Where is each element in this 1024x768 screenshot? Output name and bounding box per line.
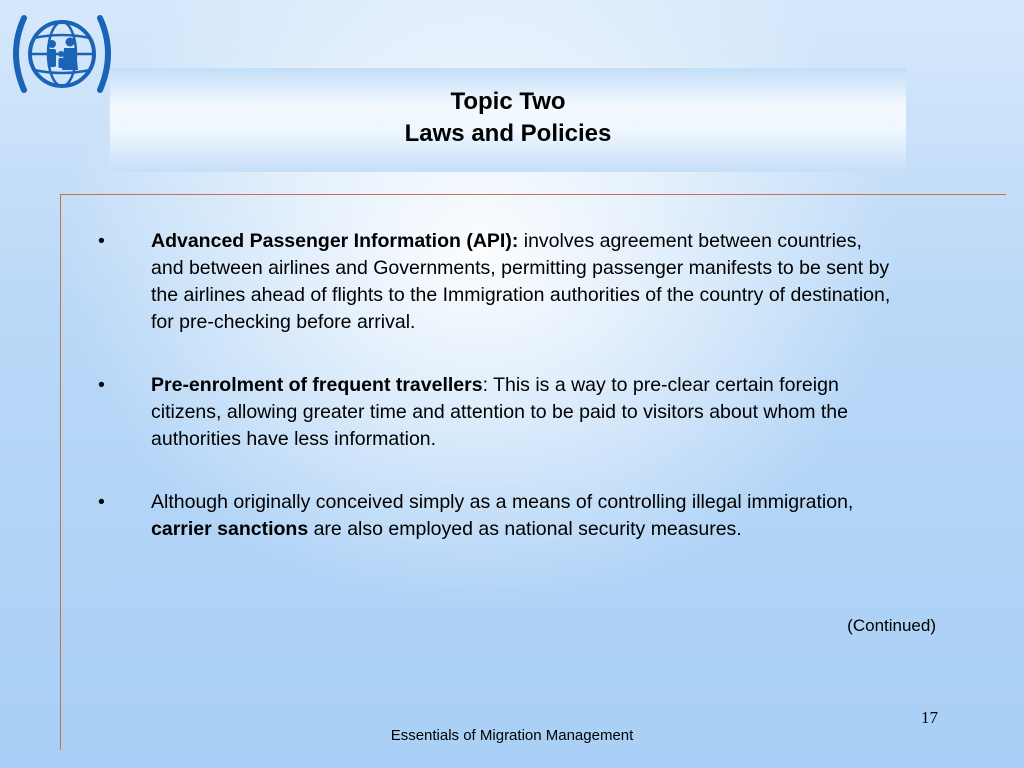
bullet-text: involves agreement between countries, and between airlines and Governments, permitting passenger manifests to be sent by the airlines ahead of flights to the Immigration authorities of the country of destination, for pre-checking before arrival. bbox=[151, 230, 891, 333]
page-number: 17 bbox=[921, 708, 938, 727]
globe-family-icon bbox=[10, 8, 114, 98]
bullet-text: are also employed as national security measures. bbox=[308, 518, 742, 540]
horizontal-rule bbox=[60, 194, 1006, 195]
bullet-marker: • bbox=[98, 491, 105, 513]
slide-title-line-2: Laws and Policies bbox=[404, 120, 612, 147]
vertical-rule bbox=[60, 194, 61, 750]
list-item bbox=[98, 372, 898, 453]
iom-logo bbox=[10, 8, 114, 98]
bullet-list bbox=[98, 228, 898, 543]
bullet-marker: • bbox=[98, 374, 105, 396]
slide-title-line-1: Topic Two bbox=[450, 88, 566, 115]
title-band bbox=[110, 68, 906, 172]
bullet-marker: • bbox=[98, 230, 105, 252]
list-item bbox=[98, 228, 898, 336]
bullet-text-before: Although originally conceived simply as a means of controlling illegal immigration, bbox=[151, 491, 854, 513]
bullet-text: : This is a way to pre-clear certain foreign citizens, allowing greater time and attention to be paid to visitors about whom the authorities have less information. bbox=[151, 374, 848, 450]
bullet-term: carrier sanctions bbox=[151, 518, 309, 540]
footer-text: Essentials of Migration Management bbox=[390, 727, 634, 744]
bullet-term: Pre-enrolment of frequent travellers bbox=[151, 374, 483, 396]
bullet-term: Advanced Passenger Information (API): bbox=[151, 230, 519, 252]
continued-note: (Continued) bbox=[847, 616, 936, 635]
list-item bbox=[98, 489, 898, 543]
